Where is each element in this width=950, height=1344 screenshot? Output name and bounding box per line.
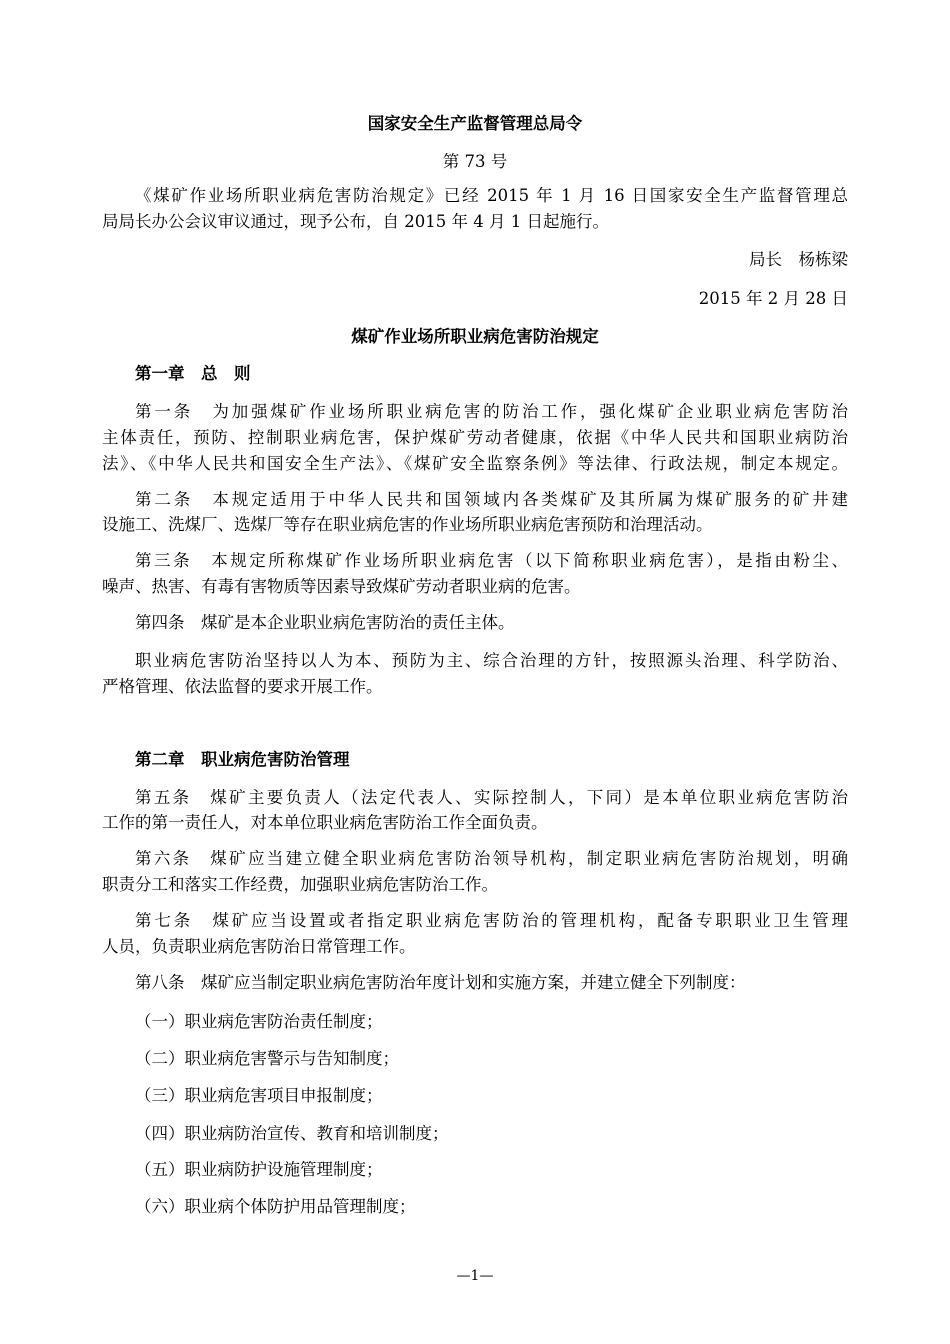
article-1-line-3: 法》、《中华人民共和国安全生产法》、《煤矿安全监察条例》等法律、行政法规，制定本规定。 — [102, 454, 848, 473]
list-item: （六）职业病个体防护用品管理制度； — [135, 1197, 416, 1216]
article-6-line-1: 第六条 煤矿应当建立健全职业病危害防治领导机构，制定职业病危害防治规划，明确 — [135, 849, 848, 868]
article-1-line-2: 主体责任，预防、控制职业病危害，保护煤矿劳动者健康，依据《中华人民共和国职业病防治 — [102, 428, 848, 447]
chapter-2-heading: 第二章 职业病危害防治管理 — [135, 750, 350, 769]
article-3-line-2: 噪声、热害、有毒有害物质等因素导致煤矿劳动者职业病的危害。 — [102, 577, 581, 596]
list-item: （三）职业病危害项目申报制度； — [135, 1086, 383, 1105]
article-4: 第四条 煤矿是本企业职业病危害防治的责任主体。 — [135, 613, 515, 632]
article-2-line-2: 设施工、洗煤厂、选煤厂等存在职业病危害的作业场所职业病危害预防和治理活动。 — [102, 515, 713, 534]
article-7-line-1: 第七条 煤矿应当设置或者指定职业病危害防治的管理机构，配备专职职业卫生管理 — [135, 911, 848, 930]
list-item: （一）职业病危害防治责任制度； — [135, 1012, 383, 1031]
principle-line-1: 职业病危害防治坚持以人为本、预防为主、综合治理的方针，按照源头治理、科学防治、 — [135, 651, 848, 670]
article-3-line-1: 第三条 本规定所称煤矿作业场所职业病危害（以下简称职业病危害），是指由粉尘、 — [135, 551, 848, 570]
decree-title: 国家安全生产监督管理总局令 — [367, 114, 583, 133]
article-5-line-2: 工作的第一责任人，对本单位职业病危害防治工作全面负责。 — [102, 813, 548, 832]
article-6-line-2: 职责分工和落实工作经费，加强职业病危害防治工作。 — [102, 875, 498, 894]
principle-line-2: 严格管理、依法监督的要求开展工作。 — [102, 677, 383, 696]
article-5-line-1: 第五条 煤矿主要负责人（法定代表人、实际控制人，下同）是本单位职业病危害防治 — [135, 788, 848, 807]
decree-number: 第 73 号 — [442, 152, 508, 171]
list-item: （五）职业病防护设施管理制度； — [135, 1160, 383, 1179]
intro-line-1: 《煤矿作业场所职业病危害防治规定》已经 2015 年 1 月 16 日国家安全生产监督管理总 — [135, 186, 848, 205]
article-8: 第八条 煤矿应当制定职业病危害防治年度计划和实施方案，并建立健全下列制度： — [135, 973, 746, 992]
page-number: —1— — [456, 1268, 494, 1284]
list-item: （二）职业病危害警示与告知制度； — [135, 1049, 399, 1068]
document-title: 煤矿作业场所职业病危害防治规定 — [351, 327, 599, 346]
list-item: （四）职业病防治宣传、教育和培训制度； — [135, 1124, 449, 1143]
intro-line-2: 局局长办公会议审议通过，现予公布，自 2015 年 4 月 1 日起施行。 — [102, 212, 609, 231]
signer: 局长 杨栋梁 — [749, 250, 848, 269]
chapter-1-heading: 第一章 总 则 — [135, 364, 251, 383]
article-7-line-2: 人员，负责职业病危害防治日常管理工作。 — [102, 937, 416, 956]
article-2-line-1: 第二条 本规定适用于中华人民共和国领域内各类煤矿及其所属为煤矿服务的矿井建 — [135, 490, 848, 509]
signing-date: 2015 年 2 月 28 日 — [698, 289, 848, 308]
article-1-line-1: 第一条 为加强煤矿作业场所职业病危害的防治工作，强化煤矿企业职业病危害防治 — [135, 402, 848, 421]
